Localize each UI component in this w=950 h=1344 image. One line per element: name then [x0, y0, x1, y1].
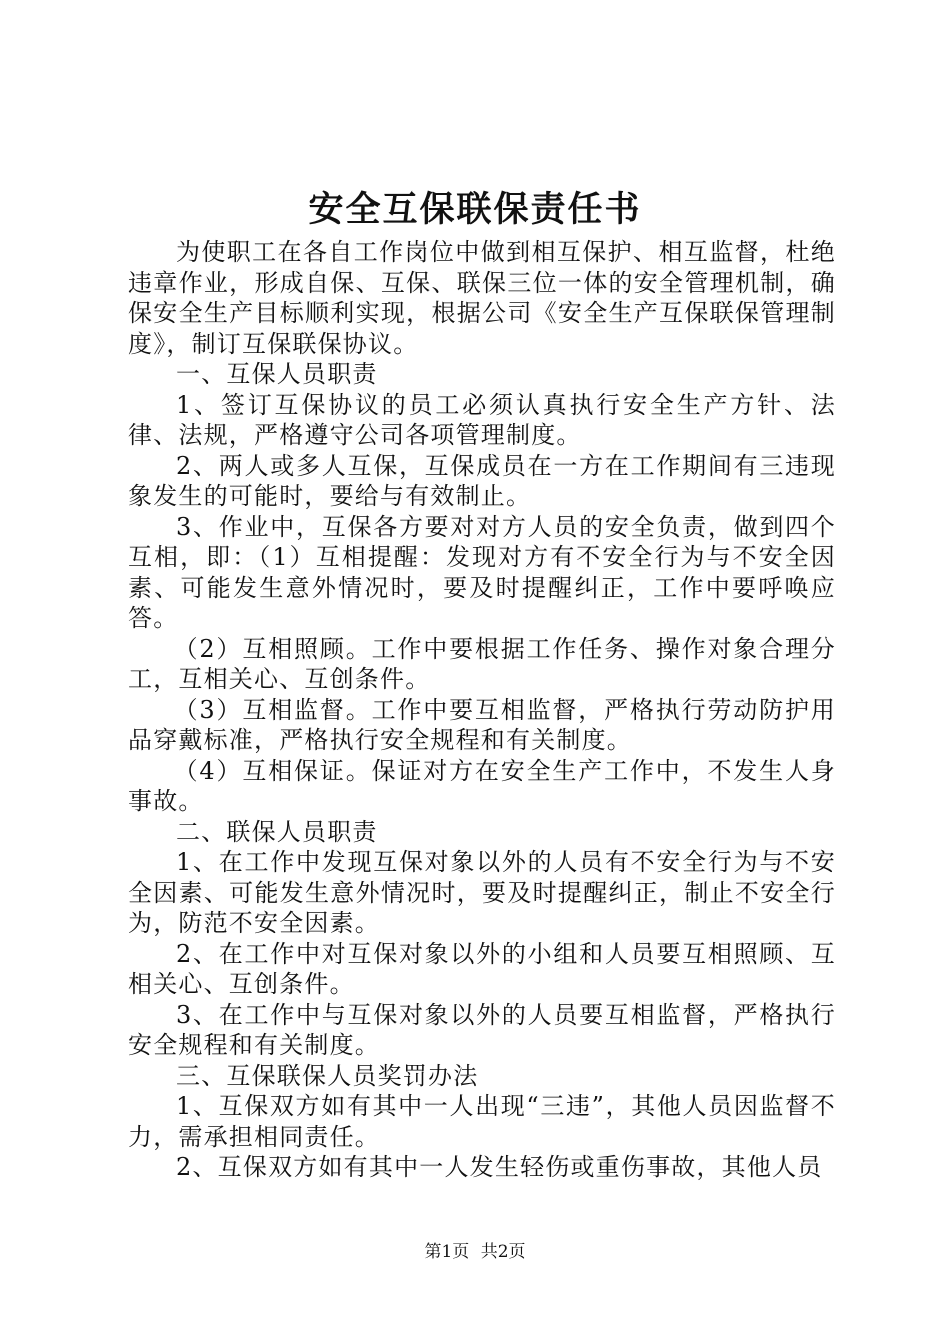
- section-heading-1: 一、互保人员职责: [176, 360, 378, 388]
- page-footer: [0, 1240, 950, 1264]
- paragraph: 2、两人或多人互保，互保成员在一方在工作期间有三违现象发生的可能时，要给与有效制止。: [128, 451, 836, 510]
- intro-paragraph: 为使职工在各自工作岗位中做到相互保护、相互监督，杜绝违章作业，形成自保、互保、联保三位一体的安全管理机制，确保安全生产目标顺利实现，根据公司《安全生产互保联保管理制度》，制订互保联保协议。: [128, 238, 836, 358]
- paragraph: 1、签订互保协议的员工必须认真执行安全生产方针、法律、法规，严格遵守公司各项管理制度。: [128, 390, 836, 449]
- document-body: [128, 237, 836, 1183]
- paragraph: 3、在工作中与互保对象以外的人员要互相监督，严格执行安全规程和有关制度。: [128, 1000, 836, 1059]
- paragraph: 1、在工作中发现互保对象以外的人员有不安全行为与不安全因素、可能发生意外情况时，要及时提醒纠正，制止不安全行为，防范不安全因素。: [128, 848, 836, 937]
- page-total: 共2页: [480, 1242, 526, 1262]
- paragraph: 3、作业中，互保各方要对对方人员的安全负责，做到四个互相，即：（1）互相提醒：发现对方有不安全行为与不安全因素、可能发生意外情况时，要及时提醒纠正，工作中要呼唤应答。: [128, 512, 836, 632]
- document-title: 安全互保联保责任书: [308, 189, 642, 230]
- page-number: 第1页: [424, 1242, 470, 1262]
- paragraph: 1、互保双方如有其中一人出现“三违”，其他人员因监督不力，需承担相同责任。: [128, 1092, 836, 1151]
- paragraph: 2、互保双方如有其中一人发生轻伤或重伤事故，其他人员: [176, 1153, 823, 1181]
- paragraph: 2、在工作中对互保对象以外的小组和人员要互相照顾、互相关心、互创条件。: [128, 939, 836, 998]
- paragraph: （3）互相监督。工作中要互相监督，严格执行劳动防护用品穿戴标准，严格执行安全规程和有关制度。: [128, 695, 836, 754]
- section-heading-2: 二、联保人员职责: [176, 817, 378, 846]
- paragraph: （2）互相照顾。工作中要根据工作任务、操作对象合理分工，互相关心、互创条件。: [128, 634, 836, 693]
- section-heading-3: 三、互保联保人员奖罚办法: [176, 1061, 479, 1090]
- paragraph: （4）互相保证。保证对方在安全生产工作中，不发生人身事故。: [128, 756, 836, 815]
